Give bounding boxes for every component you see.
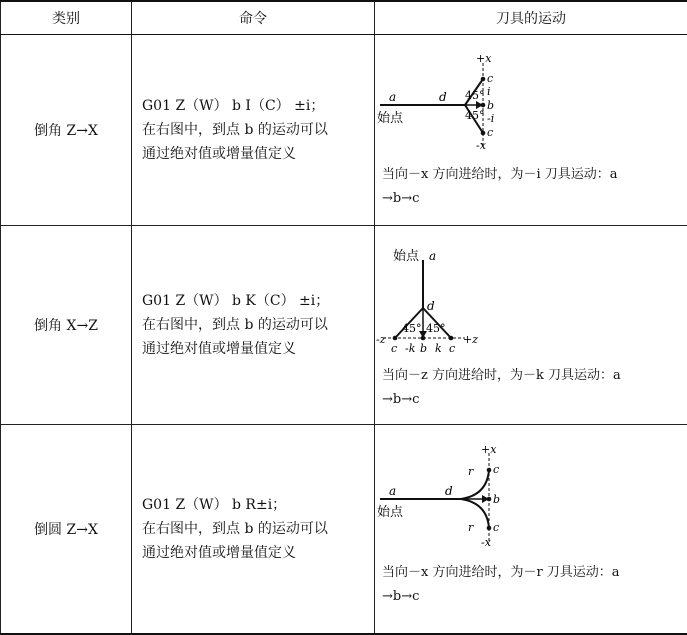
table-header-row (1, 1, 687, 35)
table-row (1, 35, 687, 226)
point-c-left (393, 336, 398, 341)
figure-cell (375, 35, 687, 226)
label-d: d (439, 90, 447, 104)
chamfer-xz-diagram (375, 226, 687, 356)
label-b: b (493, 493, 500, 506)
point-c-top (487, 468, 492, 473)
label-a: a (389, 90, 396, 104)
label-plus-x: +x (481, 443, 497, 456)
round-up-arc (461, 470, 489, 499)
point-c-right (449, 336, 454, 341)
label-k: k (435, 342, 442, 355)
label-minus-k: -k (405, 342, 416, 355)
header-command: 命令 (132, 1, 375, 35)
label-b: b (487, 99, 494, 112)
point-c-bottom (487, 526, 492, 531)
label-angle-left: 45° (402, 322, 422, 335)
command-line: 通过绝对值或增量值定义 (142, 541, 374, 565)
table-row (1, 226, 687, 425)
label-start: 始点 (393, 248, 420, 264)
label-c-top: c (487, 72, 493, 85)
point-b (487, 497, 492, 502)
label-minus-i: -i (487, 112, 494, 125)
caption-line: →b→c (382, 585, 419, 609)
label-plus-x: +x (476, 52, 492, 65)
table-row (1, 425, 687, 635)
command-line: 通过绝对值或增量值定义 (142, 337, 374, 361)
label-start: 始点 (377, 110, 404, 126)
label-r-top: r (468, 465, 474, 478)
label-minus-x: -x (481, 536, 492, 549)
caption-line: →b→c (382, 187, 419, 211)
label-a: a (429, 249, 436, 263)
command-line: 通过绝对值或增量值定义 (142, 142, 374, 166)
caption-line: 当向－x 方向进给时，为－r 刀具运动：a (382, 561, 620, 585)
label-b: b (420, 342, 427, 355)
label-r-bottom: r (468, 521, 474, 534)
point-c-top (481, 77, 486, 82)
round-down-arc (461, 499, 489, 528)
header-category: 类别 (1, 1, 132, 35)
category-cell: 倒角 X→Z (1, 226, 132, 425)
point-c-bottom (481, 131, 486, 136)
label-plus-z: +z (463, 333, 478, 346)
figure-cell (375, 226, 687, 425)
caption-line: 当向－x 方向进给时，为－i 刀具运动：a (382, 163, 618, 187)
label-c-top: c (493, 463, 499, 476)
point-b (481, 103, 486, 108)
label-angle-right: 45° (426, 322, 446, 335)
command-line: 在右图中，到点 b 的运动可以 (142, 313, 374, 337)
caption-line: 当向－z 方向进给时，为－k 刀具运动：a (382, 364, 621, 388)
label-c-bottom: c (493, 521, 499, 534)
header-tool-motion: 刀具的运动 (375, 1, 687, 35)
label-d: d (445, 484, 453, 498)
rounding-zx-diagram (375, 425, 687, 553)
command-cell (132, 35, 375, 226)
command-line: G01 Z（W） b R±i； (142, 493, 374, 517)
label-c-right: c (449, 342, 455, 355)
command-line: G01 Z（W） b I（C） ±i； (142, 94, 374, 118)
command-line: 在右图中，到点 b 的运动可以 (142, 118, 374, 142)
point-b (421, 336, 426, 341)
label-minus-x: -x (476, 139, 487, 150)
label-d: d (427, 299, 435, 313)
figure-cell (375, 425, 687, 635)
label-i: i (487, 85, 491, 98)
label-start: 始点 (377, 504, 404, 520)
command-line: G01 Z（W） b K（C） ±i； (142, 289, 374, 313)
label-c-bottom: c (487, 126, 493, 139)
caption-line: →b→c (382, 388, 419, 412)
label-a: a (389, 484, 396, 498)
chamfer-zx-diagram (375, 35, 687, 150)
label-angle-top: 45° (465, 89, 485, 102)
label-angle-bottom: 45° (465, 109, 485, 122)
command-cell (132, 226, 375, 425)
category-cell: 倒角 Z→X (1, 35, 132, 226)
label-c-left: c (391, 342, 397, 355)
label-minus-z: -z (376, 333, 386, 346)
category-cell: 倒圆 Z→X (1, 425, 132, 635)
command-line: 在右图中，到点 b 的运动可以 (142, 517, 374, 541)
command-cell (132, 425, 375, 635)
